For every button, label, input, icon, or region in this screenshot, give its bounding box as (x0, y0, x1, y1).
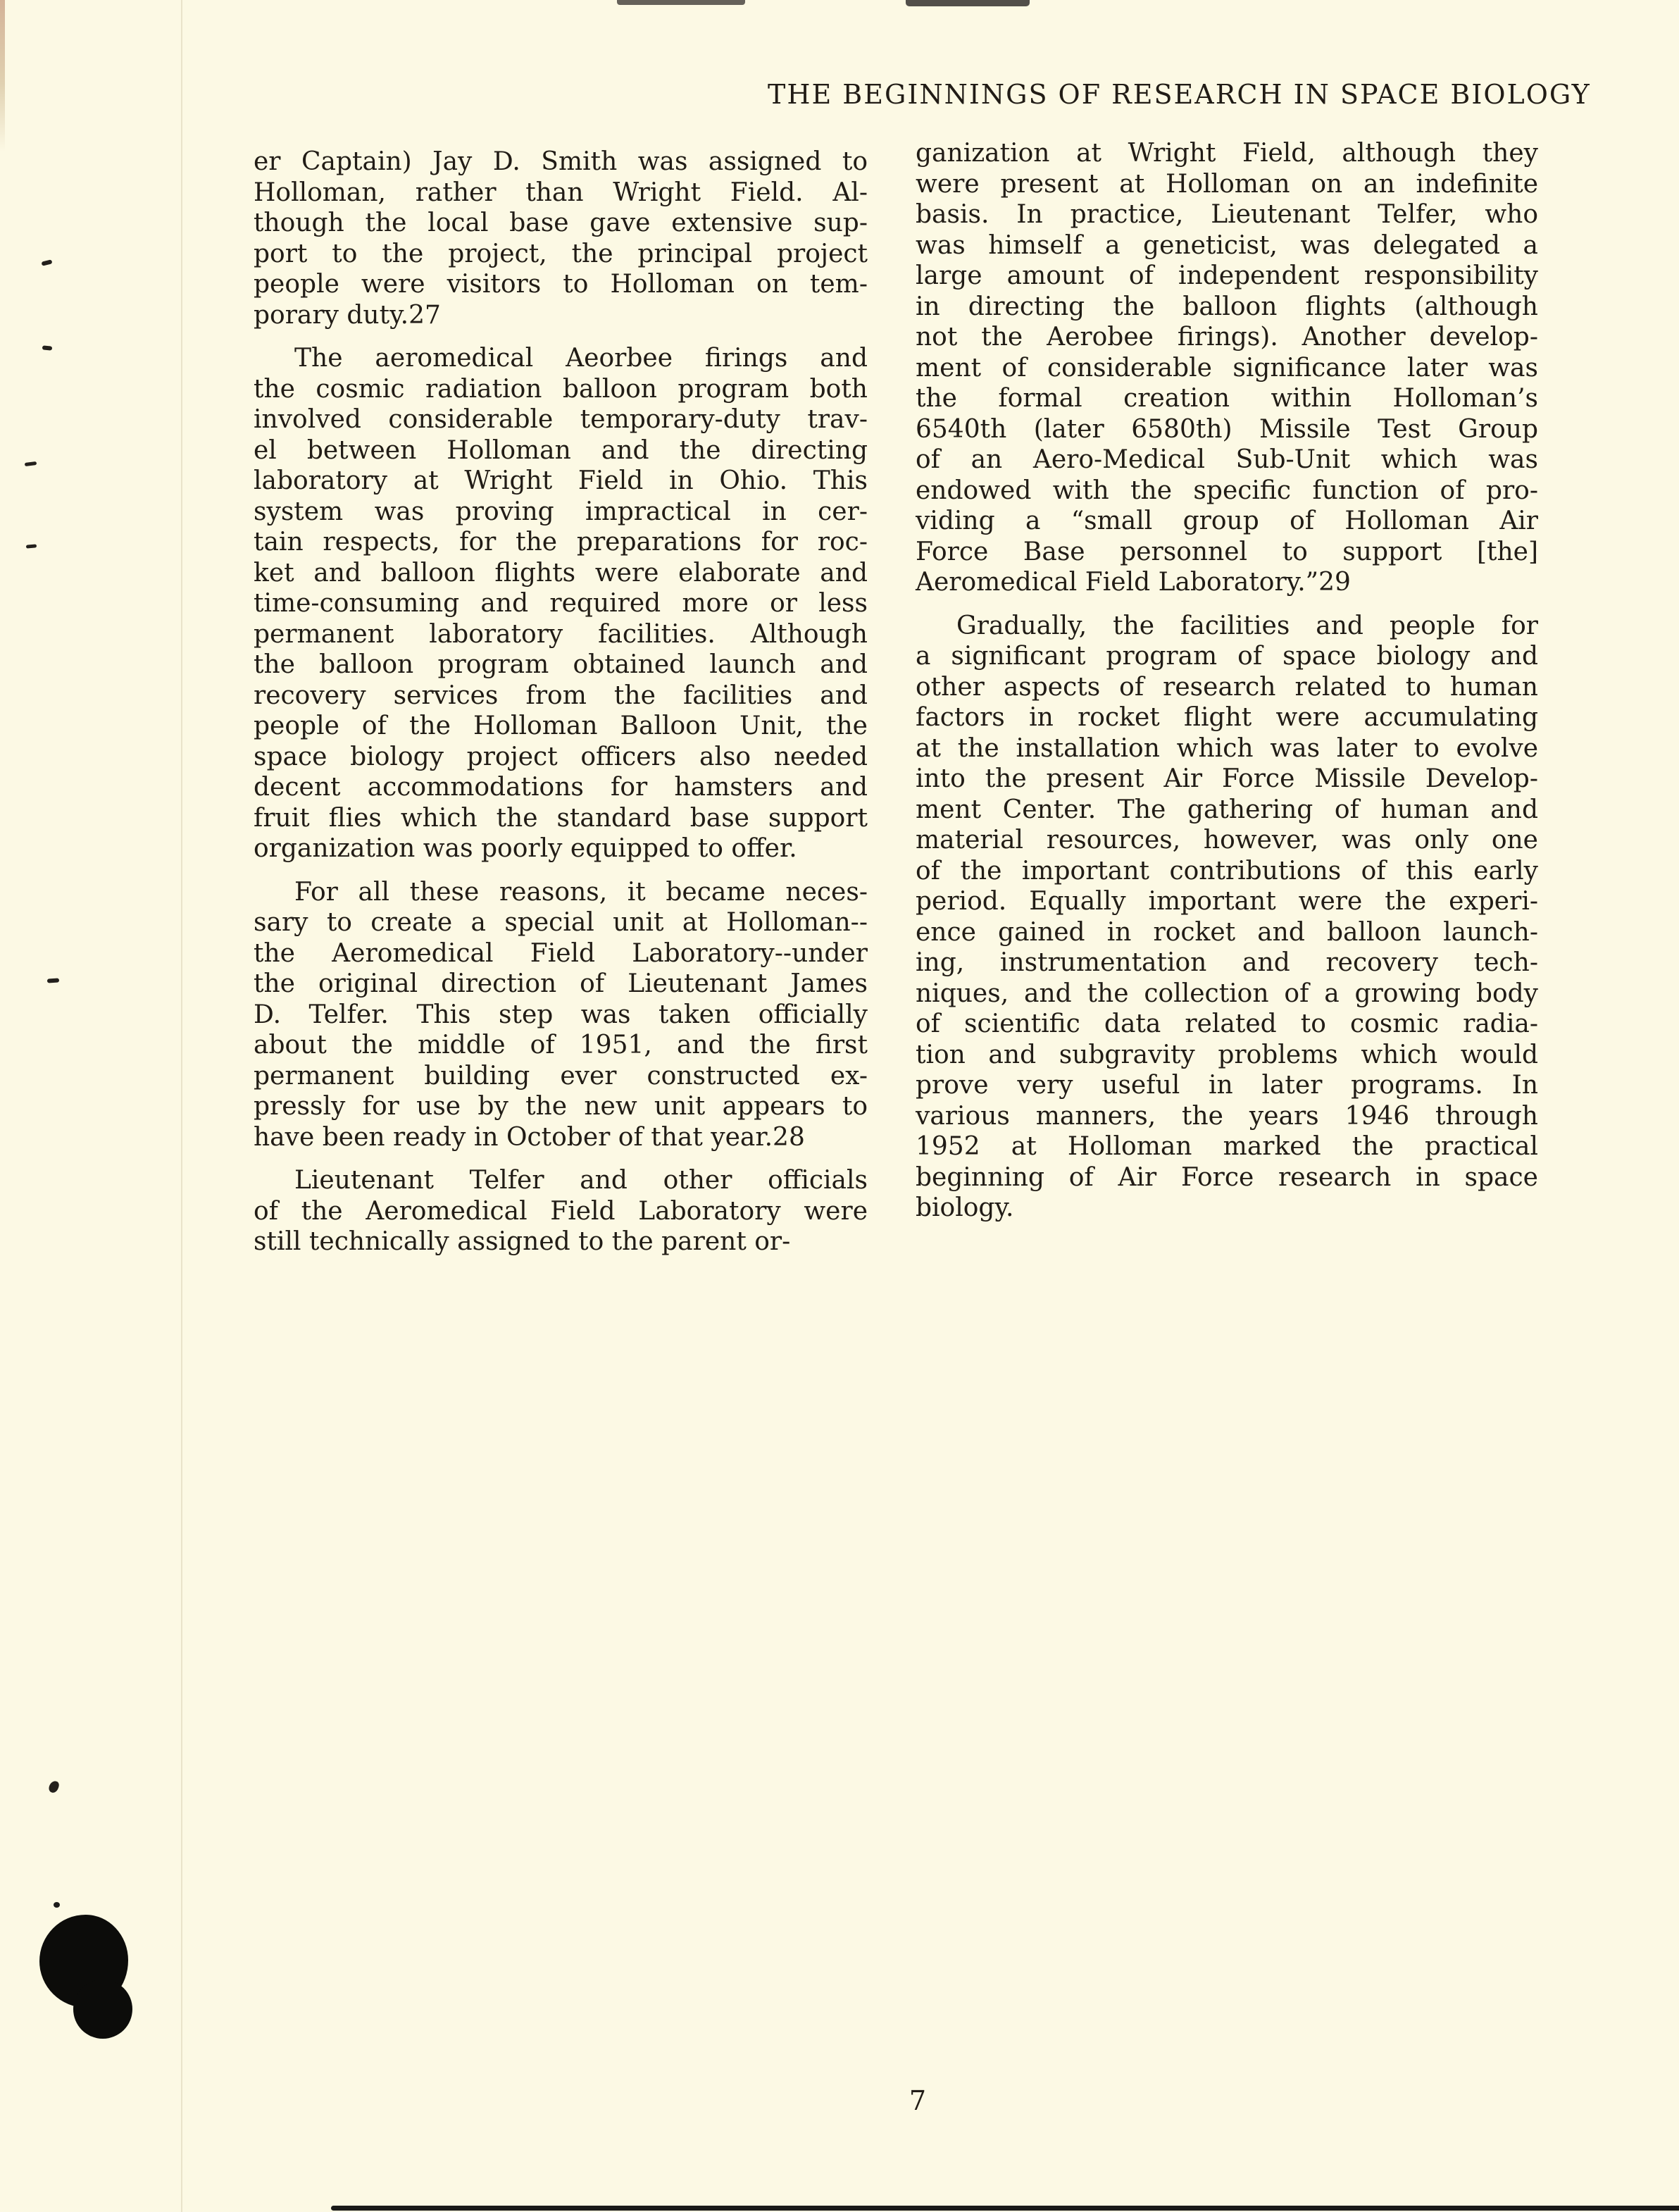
paragraph (254, 1165, 868, 1257)
text-line: was himself a geneticist, was delegated a (916, 230, 1538, 260)
text-line: prove very useful in later programs. In (916, 1071, 1538, 1100)
text-line: still technically assigned to the parent or- (254, 1227, 791, 1256)
top-edge-mark (906, 0, 1030, 6)
text-line: 6540th (later 6580th) Missile Test Group (916, 414, 1538, 444)
text-line: beginning of Air Force research in space (916, 1162, 1538, 1192)
text-line: Holloman, rather than Wright Field. Al- (254, 178, 868, 207)
text-line: permanent laboratory facilities. Although (254, 619, 868, 649)
text-line: factors in rocket flight were accumulating (916, 703, 1538, 732)
margin-mark (48, 1779, 61, 1794)
text-line: other aspects of research related to human (916, 672, 1538, 702)
text-line: though the local base gave extensive sup- (254, 209, 868, 237)
margin-mark (25, 461, 37, 466)
text-line: endowed with the specific function of pro- (916, 476, 1538, 505)
text-line: biology. (916, 1193, 1014, 1222)
text-line: sary to create a special unit at Holloman-- (254, 908, 868, 937)
text-line: For all these reasons, it became neces- (294, 877, 868, 907)
text-line: of scientific data related to cosmic radia- (916, 1009, 1538, 1038)
text-line: of the Aeromedical Field Laboratory were (254, 1196, 868, 1226)
page-gutter-line (181, 0, 182, 2212)
text-line: involved considerable temporary-duty trav- (254, 405, 868, 434)
text-line: ket and balloon flights were elaborate and (254, 558, 868, 588)
text-line: recovery services from the facilities and (254, 681, 868, 710)
text-line: have been ready in October of that year.28 (254, 1122, 805, 1152)
text-line: basis. In practice, Lieutenant Telfer, who (916, 200, 1538, 229)
margin-mark (41, 259, 52, 266)
text-line: 1952 at Holloman marked the practical (916, 1132, 1538, 1161)
ink-speck (54, 1902, 60, 1908)
text-line: viding a “small group of Holloman Air (916, 507, 1538, 535)
text-line: the cosmic radiation balloon program both (254, 374, 868, 404)
text-line: ment Center. The gathering of human and (916, 795, 1538, 824)
paragraph (916, 138, 1538, 598)
text-line: not the Aerobee firings). Another develop- (916, 323, 1538, 352)
top-edge-mark (617, 0, 745, 5)
text-line: people of the Holloman Balloon Unit, the (254, 712, 868, 740)
text-line: were present at Holloman on an indefinite (916, 169, 1538, 199)
text-line: fruit flies which the standard base support (254, 803, 868, 833)
text-line: the formal creation within Holloman’s (916, 384, 1538, 413)
text-line: Aeromedical Field Laboratory.”29 (916, 568, 1351, 597)
text-line: ence gained in rocket and balloon launch- (916, 917, 1538, 947)
bottom-edge-strip (331, 2206, 1679, 2211)
text-line: The aeromedical Aeorbee firings and (294, 344, 868, 373)
left-edge-streak (0, 0, 5, 151)
text-line: decent accommodations for hamsters and (254, 773, 868, 802)
paragraph (916, 611, 1538, 1224)
text-line: system was proving impractical in cer- (254, 497, 868, 526)
text-line: of the important contributions of this early (916, 856, 1538, 886)
text-line: niques, and the collection of a growing body (916, 978, 1538, 1008)
text-line: ment of considerable significance later was (916, 353, 1538, 383)
text-line: of an Aero-Medical Sub-Unit which was (916, 445, 1538, 474)
text-line: pressly for use by the new unit appears to (254, 1092, 868, 1121)
text-line: el between Holloman and the directing (254, 435, 868, 465)
text-line: the Aeromedical Field Laboratory--under (254, 938, 868, 968)
text-line: large amount of independent responsibility (916, 261, 1538, 290)
ink-blot (73, 1980, 132, 2039)
running-head: THE BEGINNINGS OF RESEARCH IN SPACE BIOLOGY (768, 79, 1591, 110)
text-column-right (916, 138, 1538, 1236)
text-line: period. Equally important were the experi- (916, 887, 1538, 916)
text-line: in directing the balloon flights (although (916, 292, 1538, 321)
text-line: laboratory at Wright Field in Ohio. This (254, 466, 868, 495)
text-line: porary duty.27 (254, 300, 441, 330)
text-line: tion and subgravity problems which would (916, 1040, 1538, 1069)
paragraph (254, 343, 868, 864)
text-line: ganization at Wright Field, although they (916, 139, 1538, 168)
text-line: a significant program of space biology and (916, 642, 1538, 671)
text-line: various manners, the years 1946 through (916, 1101, 1538, 1131)
text-line: organization was poorly equipped to offer. (254, 834, 797, 863)
text-line: ing, instrumentation and recovery tech- (916, 948, 1538, 977)
text-line: into the present Air Force Missile Develop- (916, 764, 1538, 793)
text-line: permanent building ever constructed ex- (254, 1061, 868, 1091)
paragraph (254, 147, 868, 330)
text-line: material resources, however, was only one (916, 826, 1538, 855)
paragraph (254, 877, 868, 1153)
text-line: at the installation which was later to evolve (916, 733, 1538, 763)
margin-mark (42, 345, 52, 350)
text-line: Lieutenant Telfer and other officials (294, 1166, 868, 1195)
text-line: D. Telfer. This step was taken officially (254, 1000, 868, 1029)
text-line: time-consuming and required more or less (254, 589, 868, 618)
text-line: port to the project, the principal project (254, 239, 868, 268)
text-line: space biology project officers also needed (254, 742, 868, 771)
text-line: Force Base personnel to support [the] (916, 537, 1538, 566)
text-line: Gradually, the facilities and people for (956, 611, 1538, 640)
margin-mark (26, 544, 37, 548)
page-number: 7 (909, 2085, 927, 2116)
text-line: er Captain) Jay D. Smith was assigned to (254, 147, 868, 176)
text-line: people were visitors to Holloman on tem- (254, 270, 868, 299)
text-column-left (254, 147, 868, 1270)
text-line: tain respects, for the preparations for roc- (254, 528, 868, 557)
margin-mark (47, 978, 59, 983)
text-line: the balloon program obtained launch and (254, 650, 868, 679)
text-line: the original direction of Lieutenant James (254, 969, 868, 998)
text-line: about the middle of 1951, and the first (254, 1031, 868, 1060)
